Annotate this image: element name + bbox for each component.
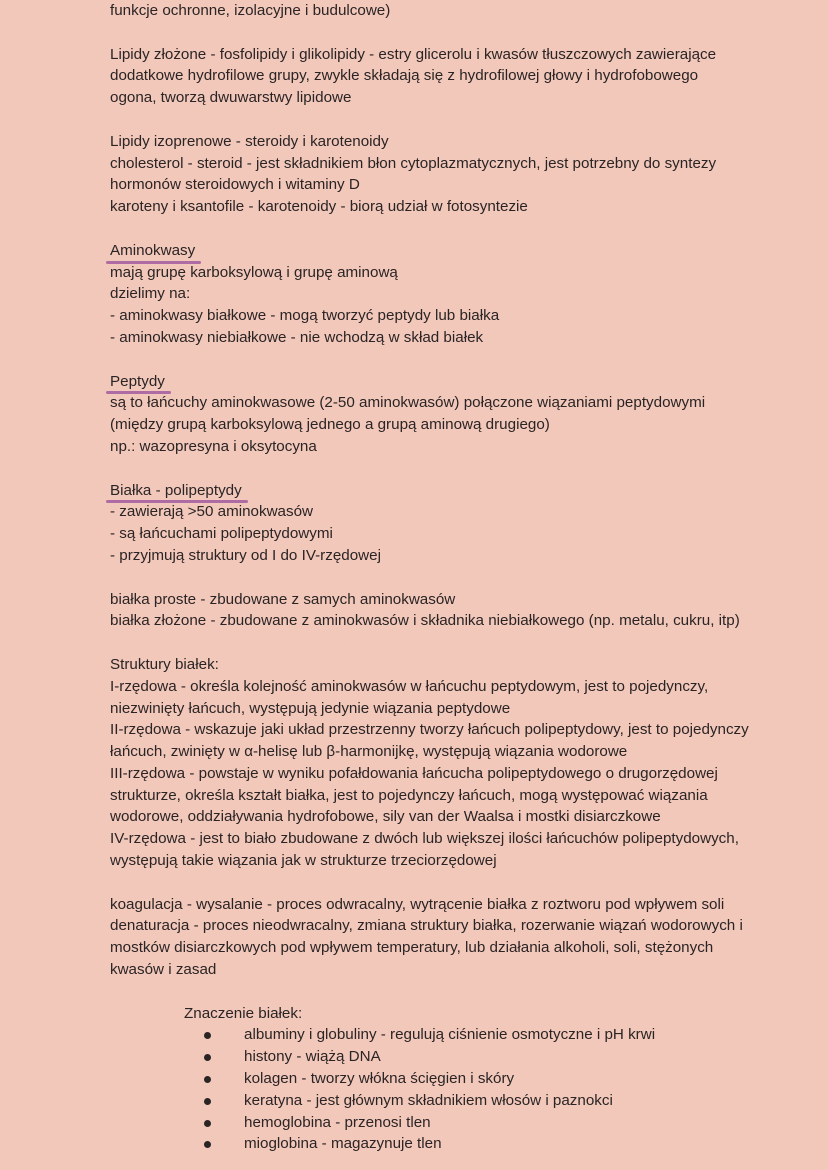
text-line: IV-rzędowa - jest to biało zbudowane z dwóch lub większej ilości łańcuchów polipeptydowych, (110, 830, 739, 848)
text-line: mają grupę karboksylową i grupę aminową (110, 263, 398, 281)
list-item (184, 1112, 810, 1134)
text-line: kwasów i zasad (110, 961, 217, 979)
heading-aminokwasy-text: Aminokwasy (110, 241, 196, 259)
list-item-text: kolagen - tworzy włókna ścięgien i skóry (244, 1070, 515, 1088)
text-line: - aminokwasy niebiałkowe - nie wchodzą w skład białek (110, 328, 484, 346)
znaczenie-heading: Znaczenie białek: (184, 1004, 303, 1022)
bullet-icon (204, 1141, 211, 1148)
heading-aminokwasy (110, 240, 195, 262)
section-lipidy-zlozone (110, 44, 810, 109)
text-line: Lipidy złożone - fosfolipidy i glikolipidy - estry glicerolu i kwasów tłuszczowych zawierające (110, 45, 717, 63)
section-znaczenie (184, 1003, 810, 1156)
list-item-text: hemoglobina - przenosi tlen (244, 1113, 431, 1131)
heading-bialka-text: Białka - polipeptydy (110, 481, 242, 499)
text-line: białka proste - zbudowane z samych aminokwasów (110, 590, 456, 608)
znaczenie-list (184, 1024, 810, 1155)
section-bialka-typy (110, 589, 810, 633)
text-line: III-rzędowa - powstaje w wyniku pofałdowania łańcucha polipeptydowego o drugorzędowej (110, 764, 718, 782)
text-line: II-rzędowa - wskazuje jaki układ przestrzenny tworzy łańcuch polipeptydowy, jest to pojedynczy (110, 721, 749, 739)
text-line: dzielimy na: (110, 285, 191, 303)
section-aminokwasy (110, 240, 810, 349)
text-line: karoteny i ksantofile - karotenoidy - biorą udział w fotosyntezie (110, 198, 528, 216)
text-line: są to łańcuchy aminokwasowe (2-50 aminokwasów) połączone wiązaniami peptydowymi (110, 394, 706, 412)
bullet-icon (204, 1120, 211, 1127)
section-struktury (110, 654, 810, 872)
text-line: mostków disiarczkowych pod wpływem temperatury, lub działania alkoholi, soli, stężonych (110, 939, 714, 957)
text-line: występują takie wiązania jak w strukturze trzeciorzędowej (110, 852, 497, 870)
section-denaturacja (110, 894, 810, 981)
text-line: białka złożone - zbudowane z aminokwasów i składnika niebiałkowego (np. metalu, cukru, itp) (110, 612, 740, 630)
text-line: np.: wazopresyna i oksytocyna (110, 437, 317, 455)
heading-peptydy (110, 371, 165, 393)
highlight-underline (106, 261, 201, 264)
section-bialka (110, 480, 810, 567)
list-item-text: histony - wiążą DNA (244, 1048, 381, 1066)
text-line: - aminokwasy białkowe - mogą tworzyć peptydy lub białka (110, 307, 500, 325)
list-item (184, 1024, 810, 1046)
list-item (184, 1046, 810, 1068)
bullet-icon (204, 1032, 211, 1039)
bullet-icon (204, 1098, 211, 1105)
section-lipidy-izoprenowe (110, 131, 810, 218)
bullet-icon (204, 1076, 211, 1083)
text-line: cholesterol - steroid - jest składnikiem błon cytoplazmatycznych, jest potrzebny do syntezy (110, 154, 717, 172)
list-item (184, 1133, 810, 1155)
highlight-underline (106, 391, 171, 394)
heading-peptydy-text: Peptydy (110, 372, 165, 390)
text-line: (między grupą karboksylową jednego a grupą aminową drugiego) (110, 416, 550, 434)
bullet-icon (204, 1054, 211, 1061)
text-line: I-rzędowa - określa kolejność aminokwasów w łańcuchu peptydowym, jest to pojedynczy, (110, 677, 709, 695)
text-line: strukturze, określa kształt białka, jest to pojedynczy łańcuch, mogą występować wiązania (110, 786, 708, 804)
text-line: denaturacja - proces nieodwracalny, zmiana struktury białka, rozerwanie wiązań wodorowych i (110, 917, 743, 935)
text-line: hormonów steroidowych i witaminy D (110, 176, 360, 194)
text-line: - są łańcuchami polipeptydowymi (110, 525, 333, 543)
list-item (184, 1090, 810, 1112)
text-line: ogona, tworzą dwuwarstwy lipidowe (110, 89, 352, 107)
notes-content (110, 0, 810, 1155)
text-line: - zawierają >50 aminokwasów (110, 503, 314, 521)
highlight-underline (106, 500, 248, 503)
list-item-text: keratyna - jest głównym składnikiem włosów i paznokci (244, 1091, 613, 1109)
text-line: Struktury białek: (110, 655, 219, 673)
text-line: - przyjmują struktury od I do IV-rzędowej (110, 546, 381, 564)
text-line: Lipidy izoprenowe - steroidy i karotenoidy (110, 132, 389, 150)
text-line: koagulacja - wysalanie - proces odwracalny, wytrącenie białka z roztworu pod wpływem soli (110, 895, 725, 913)
heading-bialka (110, 480, 242, 502)
list-item-text: albuminy i globuliny - regulują ciśnienie osmotyczne i pH krwi (244, 1026, 656, 1044)
text-line: wodorowe, oddziaływania hydrofobowe, sily van der Waalsa i mostki disiarczkowe (110, 808, 661, 826)
text-line: dodatkowe hydrofilowe grupy, zwykle składają się z hydrofilowej głowy i hydrofobowego (110, 67, 699, 85)
text-line: łańcuch, zwinięty w α-helisę lub β-harmonijkę, występują wiązania wodorowe (110, 743, 628, 761)
list-item (184, 1068, 810, 1090)
list-item-text: mioglobina - magazynuje tlen (244, 1135, 442, 1153)
section-peptydy (110, 371, 810, 458)
text-line: niezwinięty łańcuch, występują jedynie wiązania peptydowe (110, 699, 511, 717)
intro-line: funkcje ochronne, izolacyjne i budulcowe) (110, 2, 391, 19)
